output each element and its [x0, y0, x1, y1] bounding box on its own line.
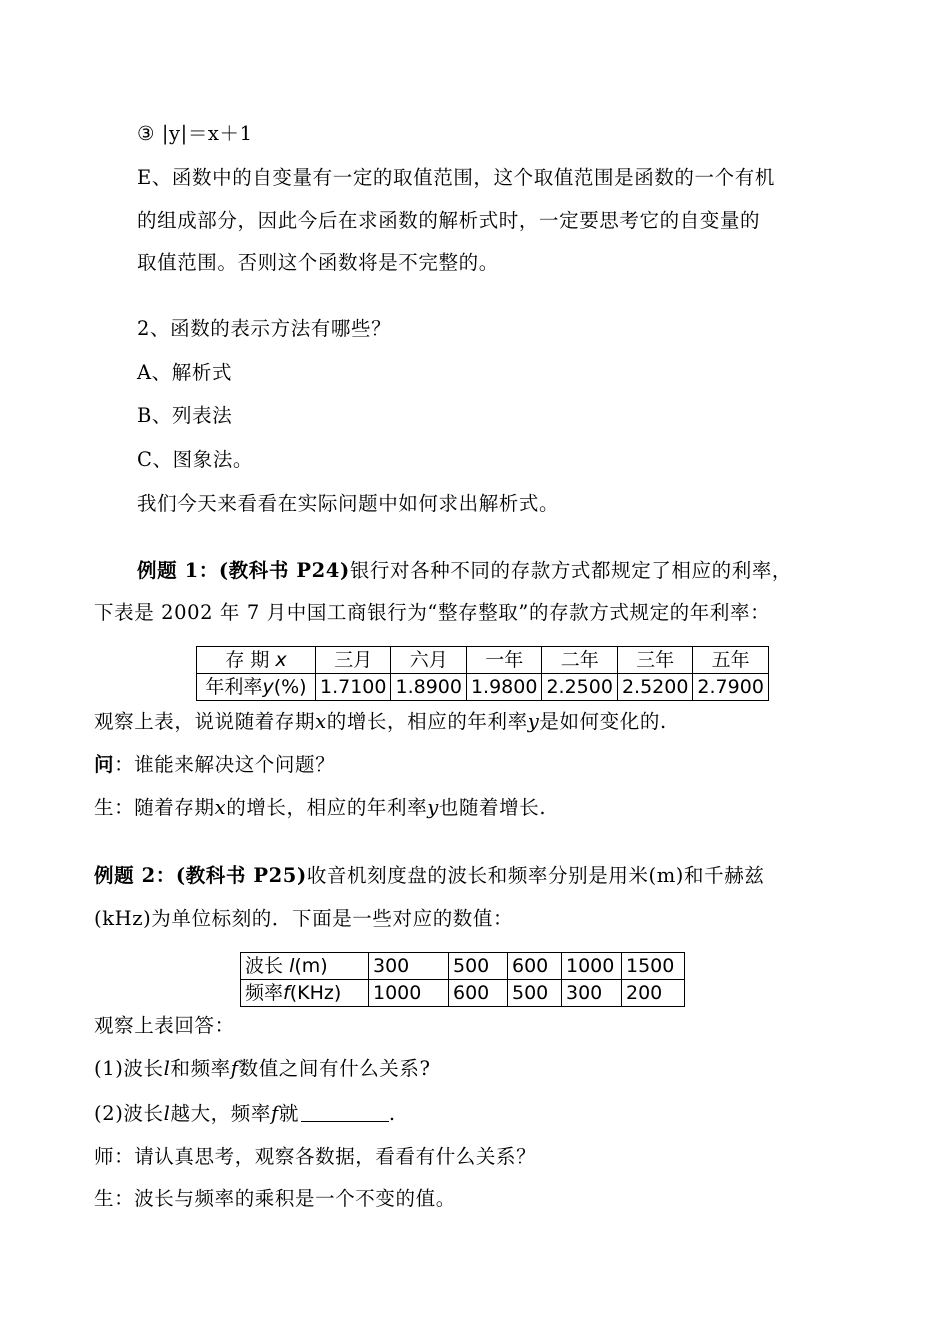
table-row	[241, 980, 685, 1007]
table-cell: 六月	[391, 647, 466, 674]
table-cell: 三年	[617, 647, 692, 674]
example-1-intro-cont: 下表是 2002 年 7 月中国工商银行为“整存整取”的存款方式规定的年利率：	[94, 601, 771, 624]
wavelength-frequency-table	[240, 952, 685, 1007]
example-2-intro-cont: (kHz)为单位标刻的．下面是一些对应的数值：	[94, 907, 514, 930]
line-item-3: ③ |y|＝x＋1	[137, 122, 253, 145]
table-cell: 二年	[542, 647, 617, 674]
table-cell: 300	[369, 953, 449, 980]
table-cell: 三月	[316, 647, 391, 674]
observation-line: 观察上表，说说随着存期x的增长，相应的年利率y是如何变化的.	[94, 710, 667, 733]
list-item: C、图象法。	[137, 448, 254, 471]
list-item: A、解析式	[137, 361, 233, 384]
table-cell: 1.8900	[391, 674, 466, 701]
table-header-cell: 频率f(KHz)	[241, 980, 369, 1007]
paragraph-line: 我们今天来看看在实际问题中如何求出解析式。	[137, 492, 560, 515]
table-row	[197, 647, 769, 674]
teacher-line: 师：请认真思考，观察各数据，看看有什么关系？	[94, 1145, 537, 1168]
table-row	[197, 674, 769, 701]
fill-in-blank	[301, 1103, 389, 1122]
student-answer-line: 生：随着存期x的增长，相应的年利率y也随着增长.	[94, 796, 547, 819]
interest-rate-table	[196, 646, 769, 701]
table-cell: 500	[508, 980, 562, 1007]
student-answer-line: 生：波长与频率的乘积是一个不变的值。	[94, 1187, 456, 1210]
table-cell: 2.2500	[542, 674, 617, 701]
table-cell: 2.5200	[617, 674, 692, 701]
example-2-label: 例题 2：(教科书 P25)	[94, 864, 307, 887]
paragraph-line: 取值范围。否则这个函数将是不完整的。	[137, 251, 499, 274]
question-line: 问：谁能来解决这个问题？	[94, 753, 336, 776]
paragraph-line: 的组成部分，因此今后在求函数的解析式时，一定要思考它的自变量的	[137, 209, 761, 232]
table-cell: 500	[449, 953, 508, 980]
section-heading: 2、函数的表示方法有哪些？	[137, 317, 392, 340]
table-cell: 1500	[622, 953, 685, 980]
table-header-cell: 波长 l(m)	[241, 953, 369, 980]
table-cell: 200	[622, 980, 685, 1007]
table-cell: 1000	[369, 980, 449, 1007]
table-header-cell: 存 期 x	[197, 647, 316, 674]
table-cell: 1.7100	[316, 674, 391, 701]
paragraph-line: E、函数中的自变量有一定的取值范围，这个取值范围是函数的一个有机	[137, 166, 775, 189]
example-1-label: 例题 1：(教科书 P24)	[137, 559, 350, 582]
question-1: (1)波长l和频率f数值之间有什么关系?	[94, 1057, 431, 1080]
list-item: B、列表法	[137, 404, 233, 427]
table-cell: 600	[449, 980, 508, 1007]
example-2-intro: 例题 2：(教科书 P25)收音机刻度盘的波长和频率分别是用米(m)和千赫兹	[94, 864, 765, 887]
table-header-cell: 年利率y(%)	[197, 674, 316, 701]
table-cell: 2.7900	[693, 674, 768, 701]
table-cell: 1.9800	[466, 674, 541, 701]
question-2: (2)波长l越大，频率f就 .	[94, 1102, 396, 1125]
table-cell: 五年	[693, 647, 768, 674]
example-1-intro: 例题 1：(教科书 P24)银行对各种不同的存款方式都规定了相应的利率，	[137, 559, 793, 582]
table-cell: 一年	[466, 647, 541, 674]
table-cell: 1000	[562, 953, 622, 980]
table-row	[241, 953, 685, 980]
table-cell: 600	[508, 953, 562, 980]
observation-line: 观察上表回答：	[94, 1014, 235, 1037]
table-cell: 300	[562, 980, 622, 1007]
